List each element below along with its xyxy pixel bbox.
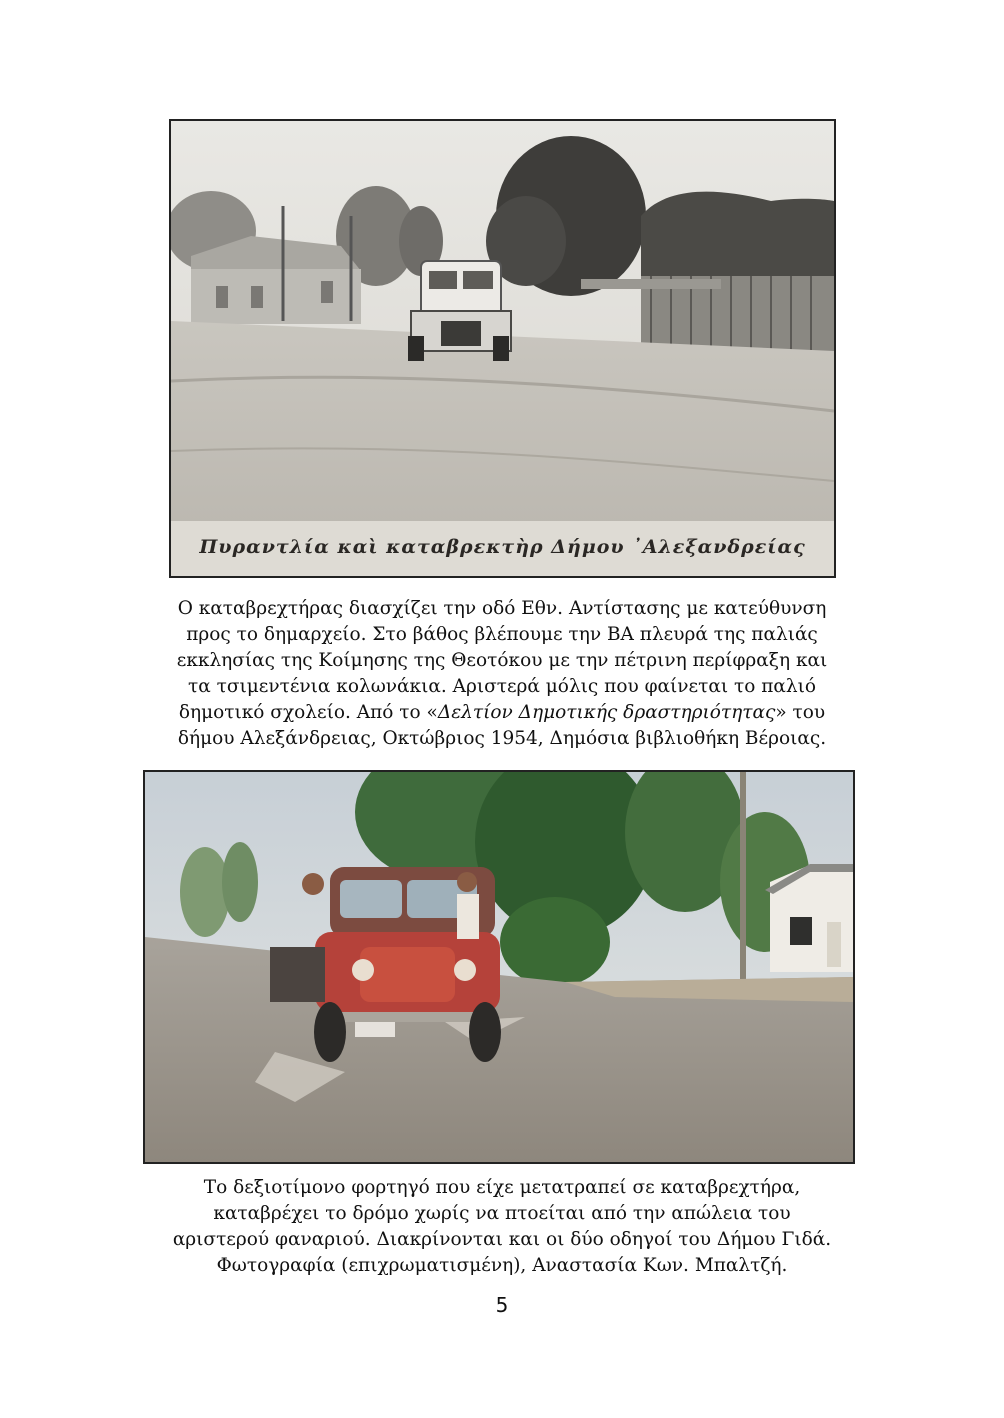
caption-line: Το δεξιοτίμονο φορτηγό που είχε μετατραπεί σε καταβρεχτήρα, (203, 1177, 801, 1198)
caption-line-part: δημοτικό σχολείο. Από το « (178, 702, 438, 723)
caption-line: δήμου Αλεξάνδρειας, Οκτώβριος 1954, Δημόσια βιβλιοθήκη Βέροιας. (177, 728, 827, 749)
caption-line: προς το δημαρχείο. Στο βάθος βλέπουμε την ΒΑ πλευρά της παλιάς (186, 624, 818, 645)
caption-line: Φωτογραφία (επιχρωματισμένη), Αναστασία Κων. Μπαλτζή. (216, 1255, 788, 1276)
photo-caption-2 (120, 1175, 884, 1279)
page-number: 5 (495, 1293, 509, 1317)
caption-line: εκκλησίας της Κοίμησης της Θεοτόκου με την πέτρινη περίφραξη και (176, 650, 828, 671)
caption-line: Ο καταβρεχτήρας διασχίζει την οδό Εθν. Αντίστασης με κατεύθυνση (177, 598, 827, 619)
caption-line: τα τσιμεντένια κολωνάκια. Αριστερά μόλις που φαίνεται το παλιό (188, 676, 816, 697)
street-scene-bw-illustration (171, 121, 834, 576)
archival-photo-bw (169, 119, 836, 578)
bulletin-title: Δελτίον Δημοτικής δραστηριότητας (437, 702, 776, 723)
colorized-photo (143, 770, 855, 1164)
caption-line: αριστερού φαναριού. Διακρίνονται και οι δύο οδηγοί του Δήμου Γιδά. (172, 1229, 832, 1250)
water-truck-color-illustration (145, 772, 853, 1162)
caption-line: καταβρέχει το δρόμο χωρίς να πτοείται από την απώλεια του (213, 1203, 791, 1224)
photo-caption-1 (120, 596, 884, 752)
caption-line-part: » του (775, 702, 826, 723)
photo-inscription: Πυραντλία καὶ καταβρεκτὴρ Δήμου ᾽Αλεξανδρείας (199, 536, 806, 558)
